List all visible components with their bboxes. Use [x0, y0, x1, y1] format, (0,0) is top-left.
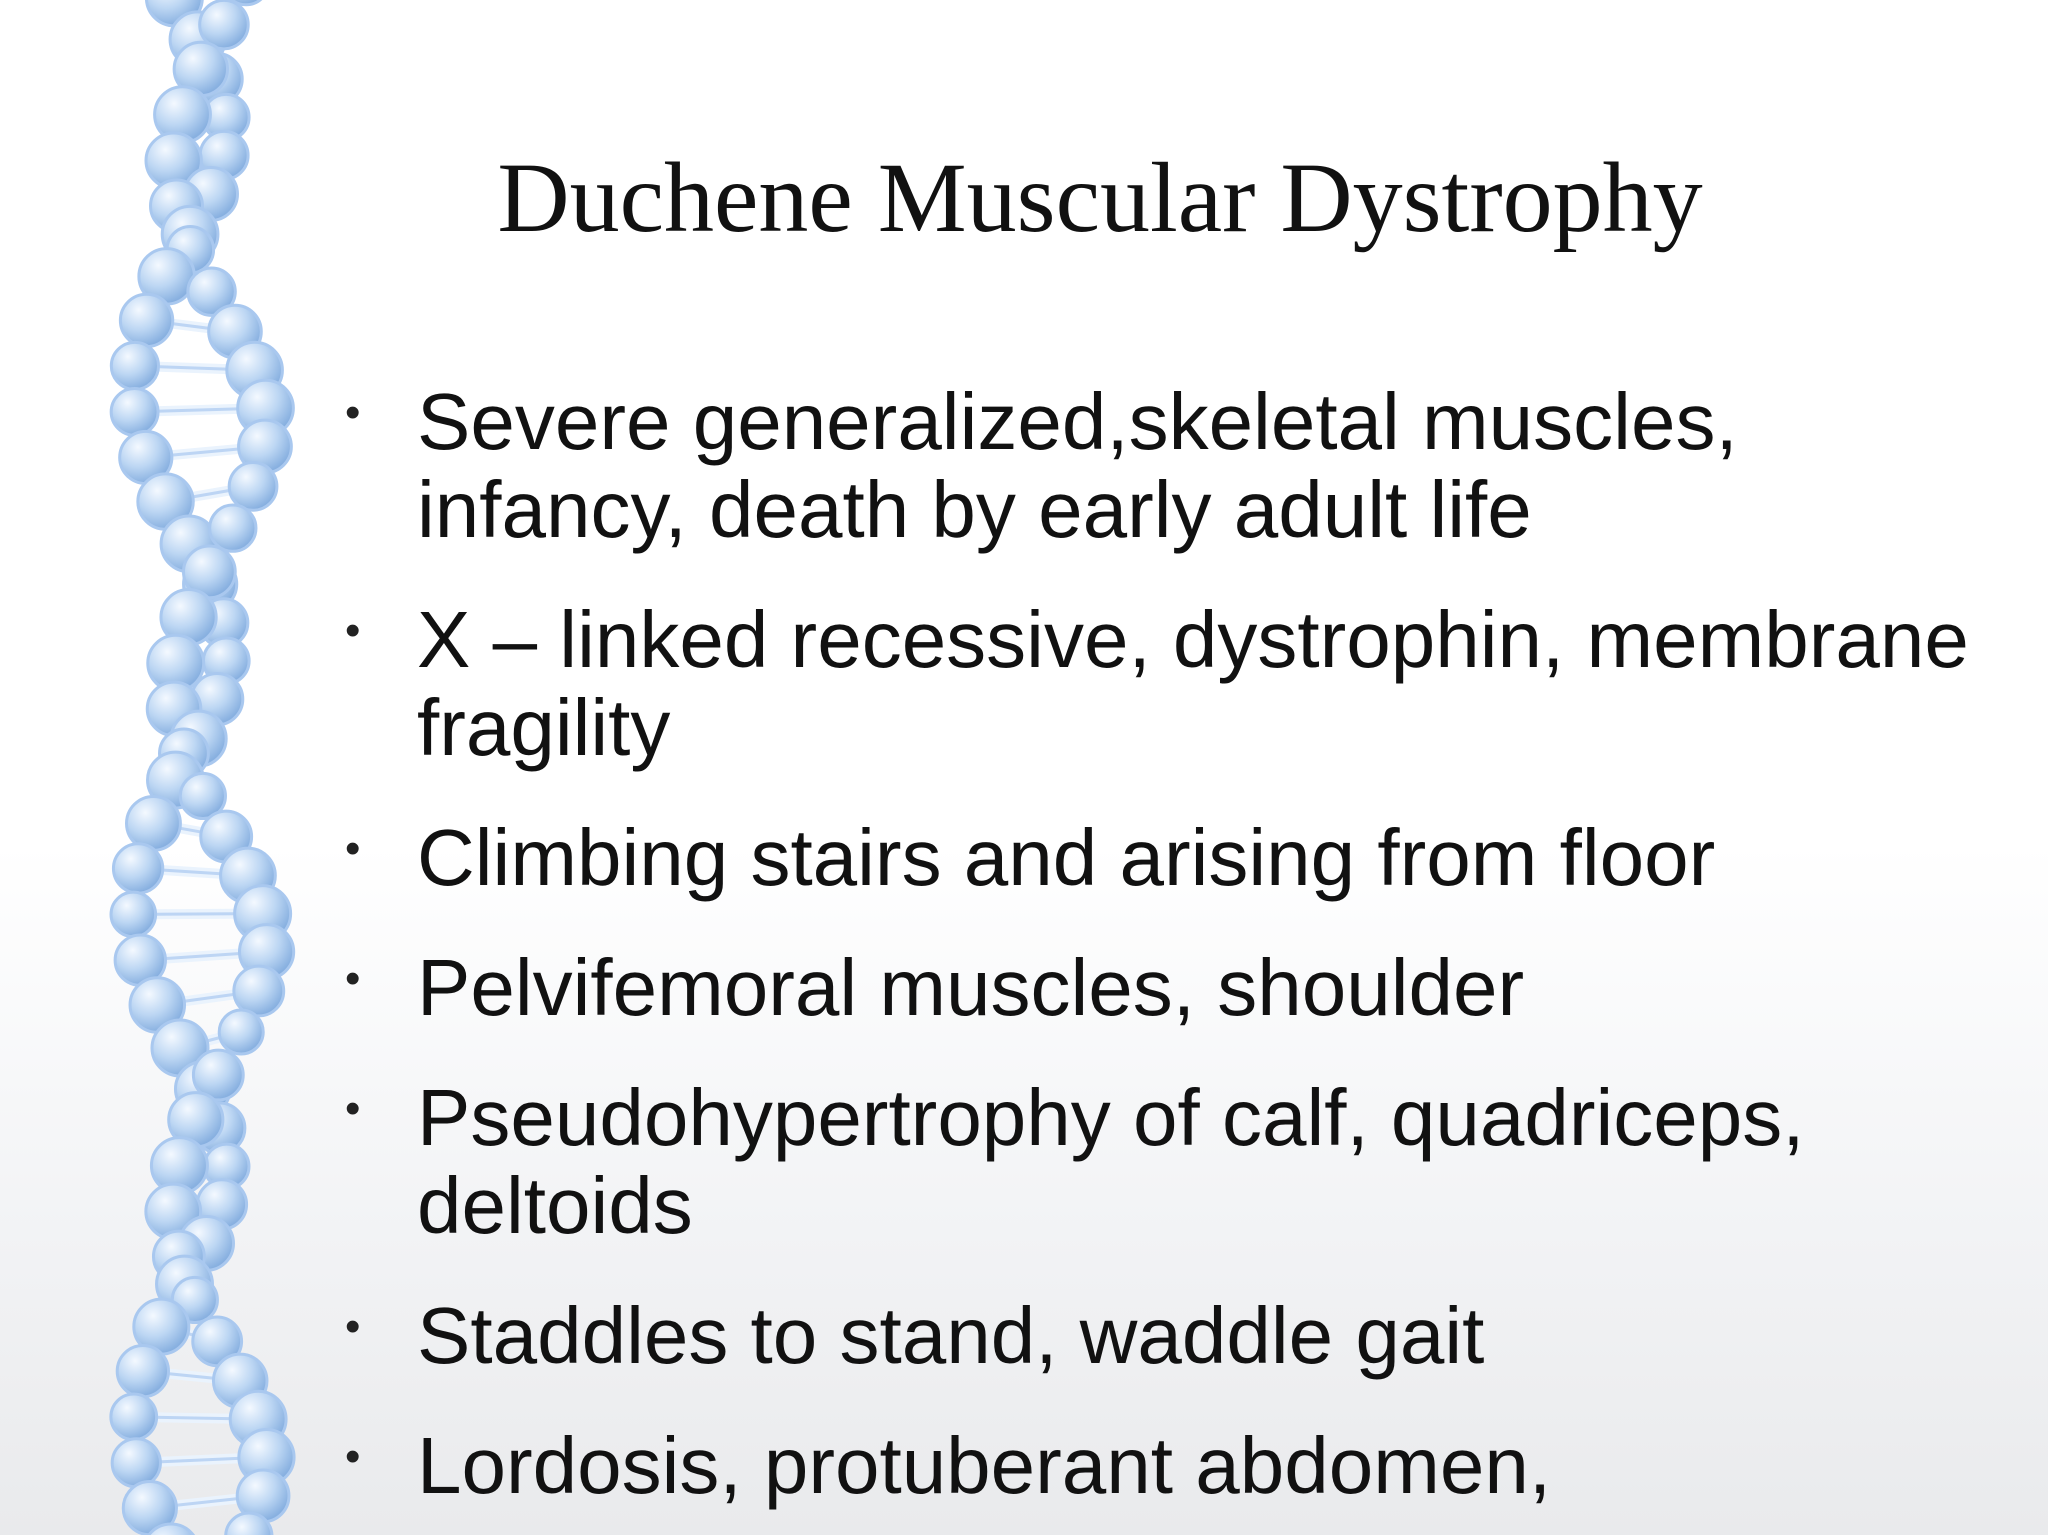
bullet-list: [345, 378, 2025, 1535]
bullet-marker: •: [345, 1432, 361, 1481]
bullet-marker: •: [345, 388, 361, 437]
bullet-item: [345, 596, 2025, 772]
bullet-text: Climbing stairs and arising from floor: [417, 813, 1716, 902]
bullet-marker: •: [345, 954, 361, 1003]
bullet-item: [345, 814, 2025, 902]
bullet-item: [345, 1292, 2025, 1380]
bullet-marker: •: [345, 824, 361, 873]
bullet-item: [345, 944, 2025, 1032]
bullet-text: Pelvifemoral muscles, shoulder: [417, 943, 1525, 1032]
bullet-text: Staddles to stand, waddle gait: [417, 1291, 1485, 1380]
bullet-marker: •: [345, 1302, 361, 1351]
bullet-text: Pseudohypertrophy of calf, quadriceps, deltoids: [417, 1073, 1805, 1250]
bullet-text: Lordosis, protuberant abdomen,: [417, 1421, 1552, 1510]
bullet-text: X – linked recessive, dystrophin, membrane fragility: [417, 595, 1969, 772]
dna-helix-icon: [0, 0, 340, 1535]
bullet-item: [345, 1074, 2025, 1250]
slide-title: Duchene Muscular Dystrophy: [497, 142, 1703, 253]
bullet-text: Severe generalized,skeletal muscles, infancy, death by early adult life: [417, 377, 1738, 554]
bullet-marker: •: [345, 1084, 361, 1133]
bullet-item: [345, 378, 2025, 554]
bullet-item: [345, 1422, 2025, 1510]
bullet-marker: •: [345, 606, 361, 655]
